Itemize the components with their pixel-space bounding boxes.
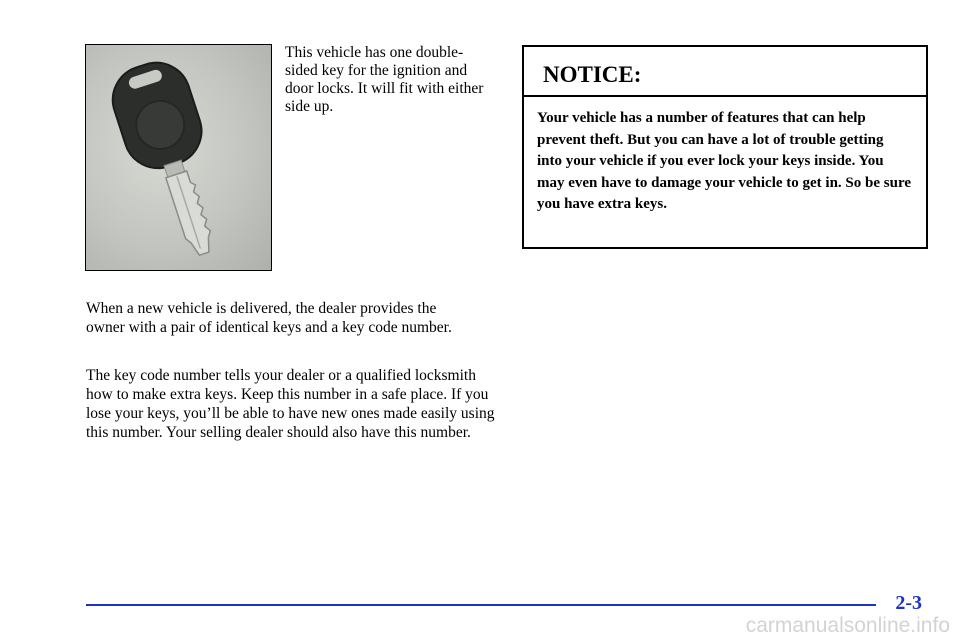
- key-caption: This vehicle has one double-sided key for the ignition and door locks. It will fit with either side up.: [285, 44, 484, 115]
- car-key-image: [85, 44, 272, 271]
- paragraph-new-vehicle-keys: When a new vehicle is delivered, the dealer provides the owner with a pair of identical keys and a key code number.: [86, 300, 452, 336]
- footer-divider: [86, 604, 876, 606]
- notice-text: Your vehicle has a number of features that can help prevent theft. But you can have a lot of trouble getting into your vehicle if you ever lock your keys inside. You may even have to damage your vehicle to get in. So be sure you have extra keys.: [537, 110, 911, 212]
- watermark: carmanualsonline.info: [745, 614, 950, 637]
- paragraph-key-code: The key code number tells your dealer or a qualified locksmith how to make extra keys. Keep this number in a safe place. If you lose your keys, you’ll be able to have new ones made easily using this number. Your selling dealer should also have this number.: [86, 367, 495, 441]
- notice-title: NOTICE:: [524, 47, 926, 97]
- car-key-icon: [86, 45, 270, 269]
- page-number: 2-3: [895, 592, 922, 614]
- notice-box: [522, 45, 928, 249]
